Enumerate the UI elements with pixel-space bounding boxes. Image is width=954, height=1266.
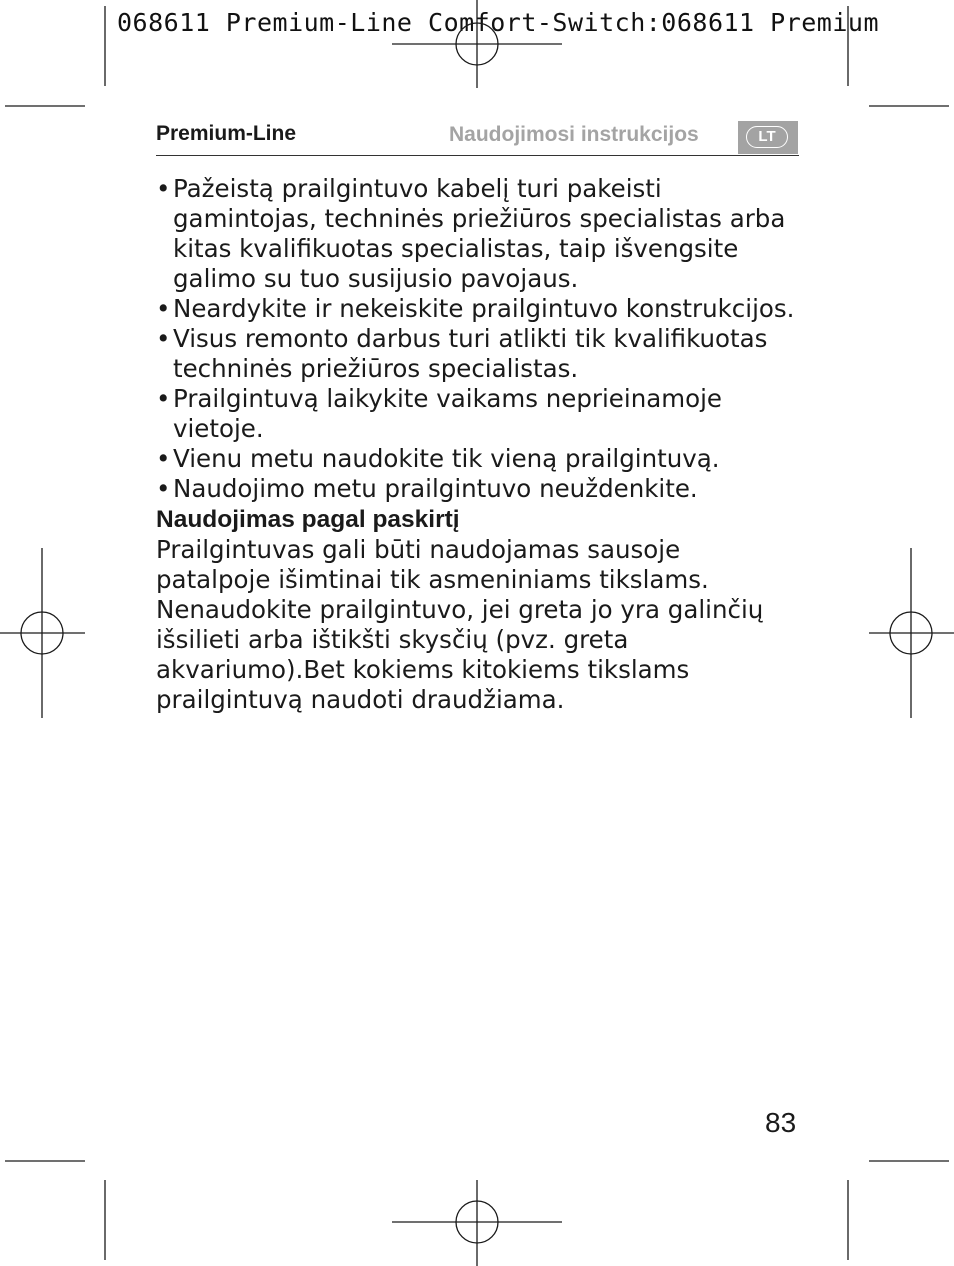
registration-mark-bottom (392, 1180, 562, 1266)
section-heading: Naudojimas pagal paskirtį (156, 506, 460, 533)
bullet-symbol: • (156, 444, 171, 473)
list-item (156, 384, 806, 444)
list-item-text: Prailgintuvą laikykite vaikams neprieinamoje vietoje. (173, 384, 722, 443)
header-divider (156, 155, 799, 156)
language-code: LT (746, 126, 788, 148)
list-item-text: Pažeistą prailgintuvo kabelį turi pakeisti gamintojas, techninės priežiūros specialistas arba kitas kvalifikuotas specialistas, taip išvengsite galimo su tuo susijusio pavojaus. (173, 174, 786, 293)
header-section-title: Naudojimosi instrukcijos (449, 123, 699, 146)
bullet-symbol: • (156, 384, 171, 413)
list-item-text: Vienu metu naudokite tik vieną prailgintuvą. (173, 444, 720, 473)
header-brand: Premium-Line (156, 122, 297, 145)
list-item (156, 174, 806, 294)
language-badge (738, 121, 798, 154)
page-number: 83 (765, 1107, 797, 1138)
bullet-symbol: • (156, 294, 171, 323)
list-item-text: Visus remonto darbus turi atlikti tik kvalifikuotas techninės priežiūros specialistas. (173, 324, 768, 383)
registration-mark-right (869, 548, 954, 718)
print-slug: 068611 Premium-Line Comfort-Switch:068611 Premium (117, 8, 880, 37)
registration-mark-top (392, 0, 562, 88)
bullet-symbol: • (156, 474, 171, 503)
list-item (156, 444, 806, 474)
list-item-text: Naudojimo metu prailgintuvo neuždenkite. (173, 474, 698, 503)
list-item (156, 294, 806, 324)
list-item (156, 324, 806, 384)
bullet-symbol: • (156, 324, 171, 353)
safety-bullet-list (156, 174, 806, 504)
registration-mark-left (0, 548, 85, 718)
section-paragraph: Prailgintuvas gali būti naudojamas sausoje patalpoje išimtinai tik asmeniniams tikslams. Nenaudokite prailgintuvo, jei greta jo yra galinčių išsilieti arba ištikšti skysčių (pvz. greta akvariumo).Bet kokiems kitokiems tikslams prailgintuvą naudoti draudžiama. (156, 535, 764, 714)
bullet-symbol: • (156, 174, 171, 203)
list-item (156, 474, 806, 504)
list-item-text: Neardykite ir nekeiskite prailgintuvo konstrukcijos. (173, 294, 795, 323)
